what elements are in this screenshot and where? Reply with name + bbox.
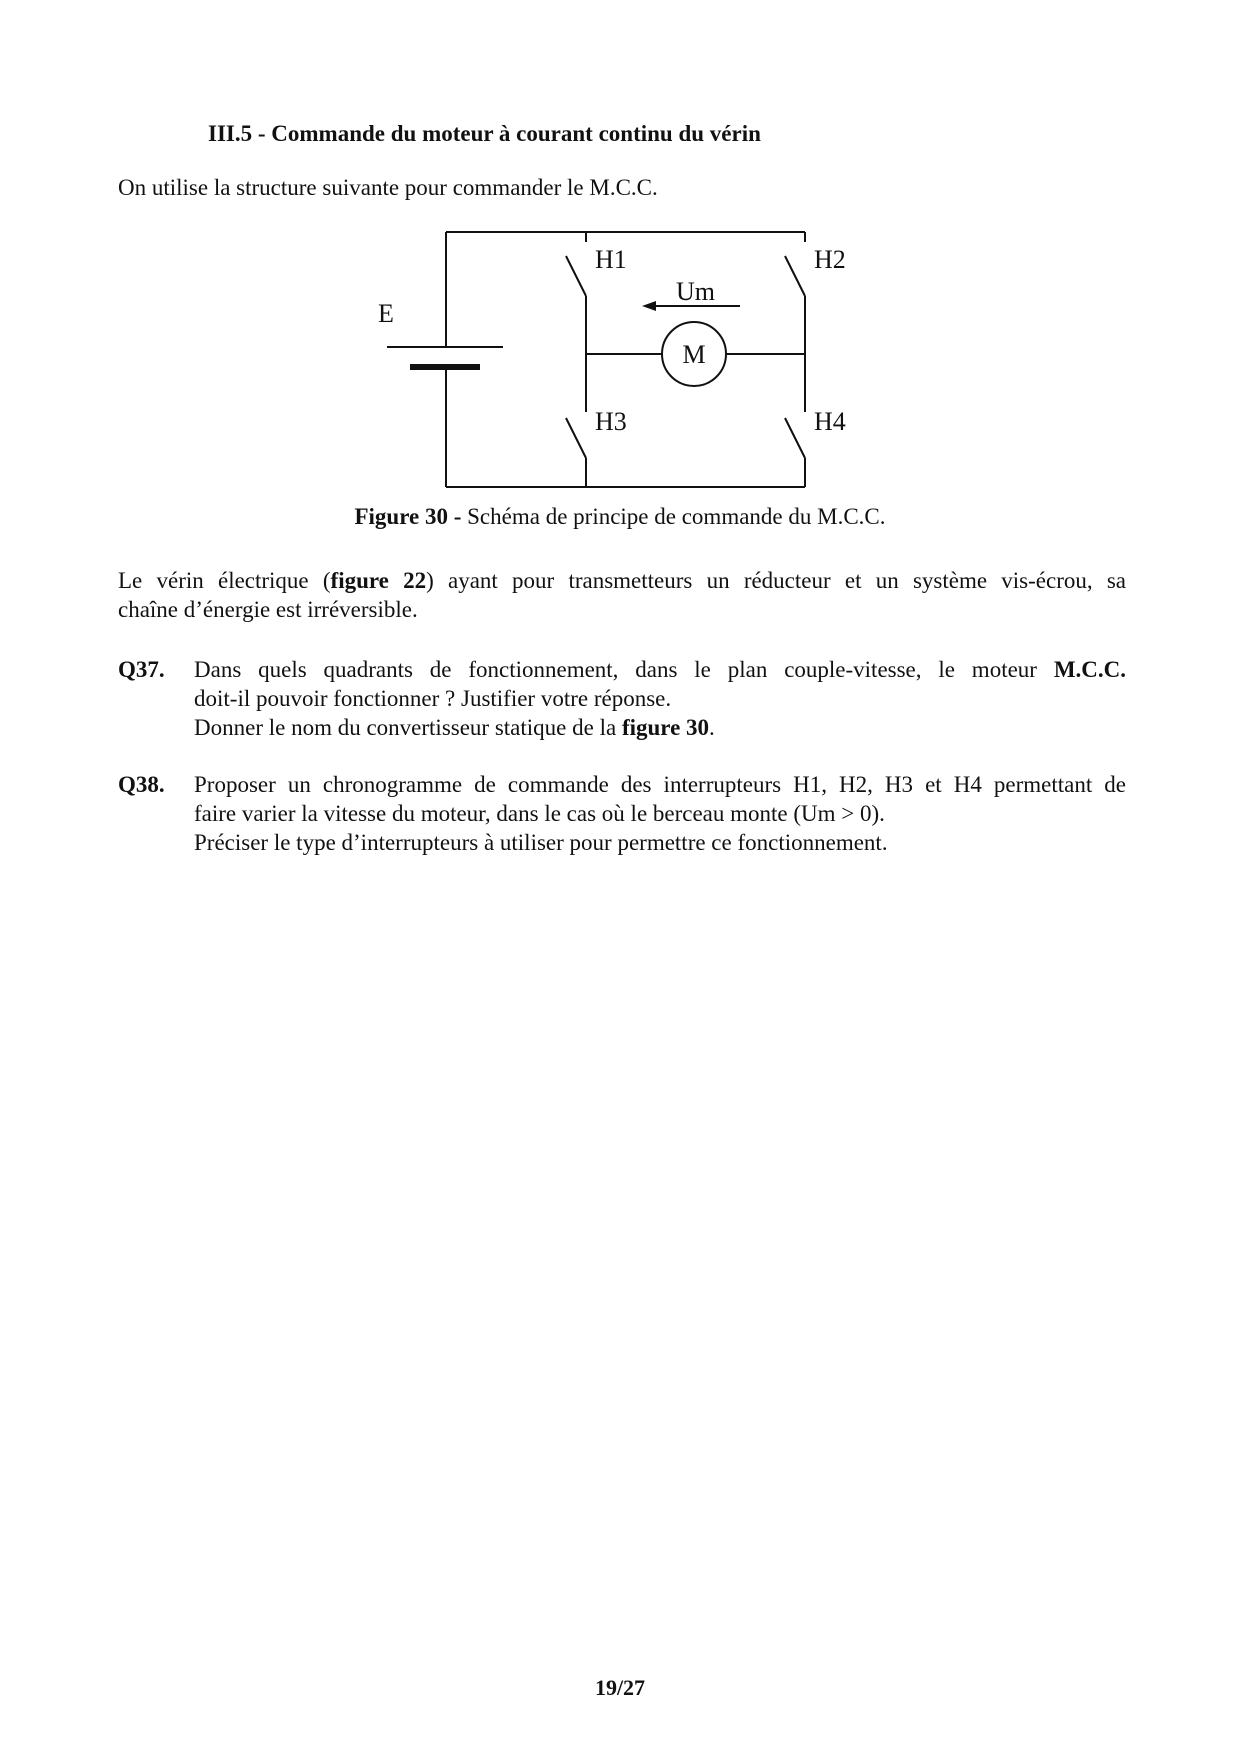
question-line: Préciser le type d’interrupteurs à utiliser pour permettre ce fonctionnement. xyxy=(194,830,888,855)
figure-caption-label: Figure 30 - xyxy=(354,504,462,529)
section-title: III.5 - Commande du moteur à courant continu du vérin xyxy=(208,121,761,146)
question-body xyxy=(194,770,1126,857)
paragraph-text: Le vérin électrique ( xyxy=(118,568,331,593)
question-line xyxy=(194,713,1126,742)
label-h2: H2 xyxy=(814,245,846,274)
switch-h4 xyxy=(785,418,805,458)
intro-text: On utilise la structure suivante pour commander le M.C.C. xyxy=(118,175,658,200)
question-text: . xyxy=(709,715,715,740)
question-body xyxy=(194,655,1126,742)
label-e: E xyxy=(378,299,394,328)
question-bold-text: M.C.C. xyxy=(1053,657,1126,682)
label-h1: H1 xyxy=(595,245,627,274)
figure-caption-text: Schéma de principe de commande du M.C.C. xyxy=(461,504,886,529)
label-h3: H3 xyxy=(595,407,627,436)
question-line: doit-il pouvoir fonctionner ? Justifier votre réponse. xyxy=(194,686,672,711)
label-h4: H4 xyxy=(814,407,846,436)
question-line: Proposer un chronogramme de commande des interrupteurs H1, H2, H3 et H4 permettant de xyxy=(194,772,1126,797)
question-q37 xyxy=(118,655,1126,745)
question-line xyxy=(194,655,1126,684)
paragraph-line-2: chaîne d’énergie est irréversible. xyxy=(118,597,418,622)
um-arrowhead xyxy=(642,301,656,311)
figure-reference: figure 30 xyxy=(621,715,710,740)
question-label: Q37. xyxy=(118,657,165,682)
question-text: Donner le nom du convertisseur statique de la xyxy=(194,715,622,740)
paragraph xyxy=(118,566,1126,624)
switch-h2 xyxy=(785,256,805,296)
switch-h1 xyxy=(566,256,586,296)
paragraph-text: ) ayant pour transmetteurs un réducteur et un système vis-écrou, sa xyxy=(426,568,1126,593)
h-bridge-diagram xyxy=(380,222,860,494)
figure-caption xyxy=(0,502,1240,531)
switch-h3 xyxy=(566,418,586,458)
page-number: 19/27 xyxy=(594,1675,646,1700)
question-text: Dans quels quadrants de fonctionnement, dans le plan couple-vitesse, le moteur xyxy=(194,657,1054,682)
paragraph-line-1 xyxy=(118,566,1126,595)
question-line: faire varier la vitesse du moteur, dans le cas où le berceau monte (Um > 0). xyxy=(194,801,885,826)
question-label: Q38. xyxy=(118,772,165,797)
figure-reference: figure 22 xyxy=(330,568,427,593)
label-motor: M xyxy=(682,340,706,369)
label-um: Um xyxy=(676,277,715,306)
question-q38 xyxy=(118,770,1126,860)
